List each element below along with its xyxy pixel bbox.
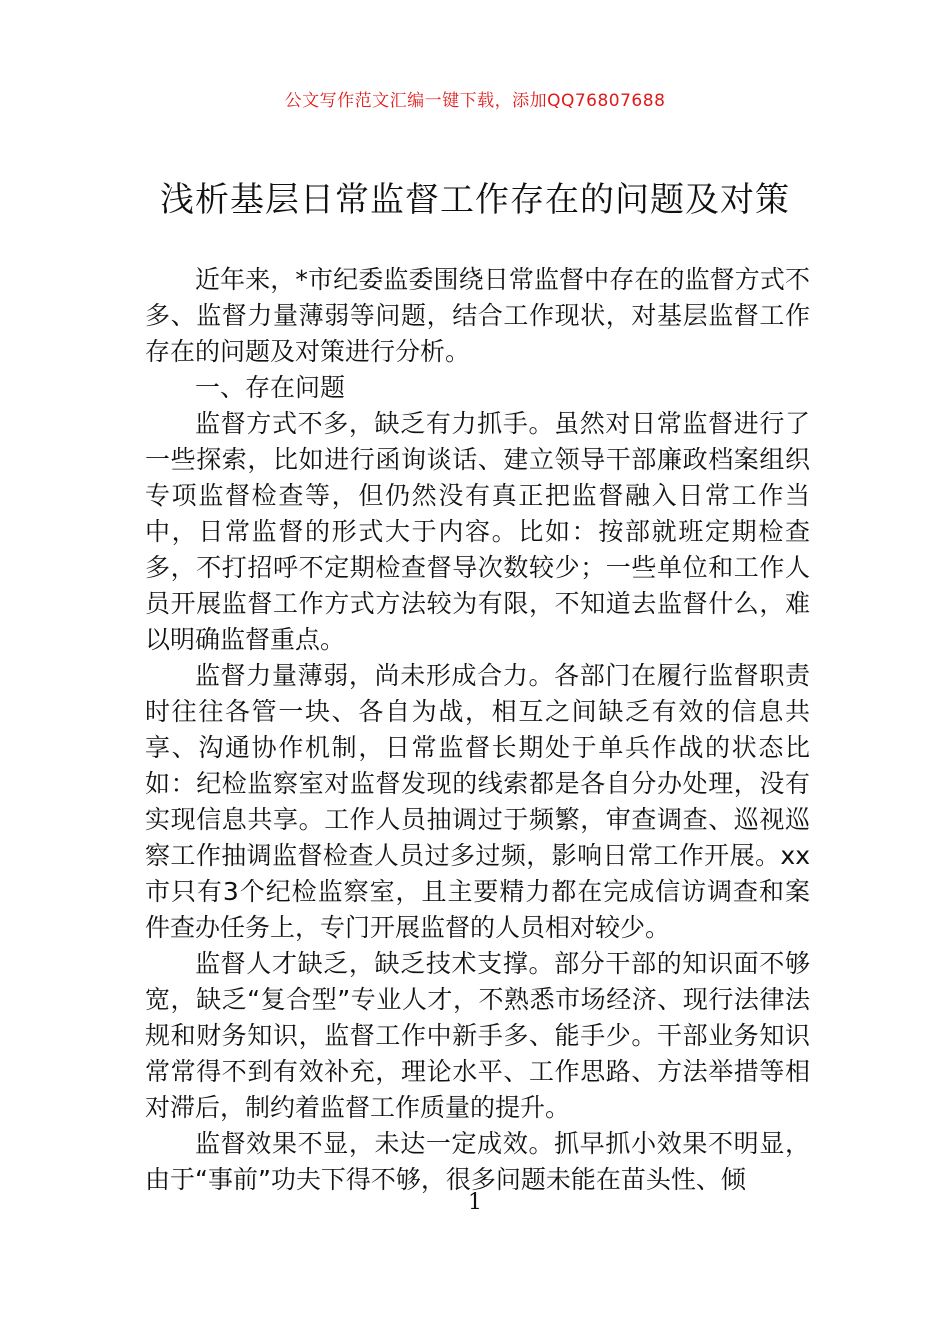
section-heading: 一、存在问题 bbox=[195, 373, 346, 402]
paragraph-supervision-strength: 监督力量薄弱，尚未形成合力。各部门在履行监督职责时往往各管一块、各自为战，相互之间缺乏有效的信息共享、沟通协作机制，日常监督长期处于单兵作战的状态比如：纪检监察室对监督发现的线索都是各自分办处理，没有实现信息共享。工作人员抽调过于频繁，审查调查、巡视巡察工作抽调监督检查人员过多过频，影响日常工作开展。xx市只有3个纪检监察室，且主要精力都在完成信访调查和案件查办任务上，专门开展监督的人员相对较少。 bbox=[145, 661, 810, 942]
paragraph-supervision-methods: 监督方式不多，缺乏有力抓手。虽然对日常监督进行了一些探索，比如进行函询谈话、建立领导干部廉政档案组织专项监督检查等，但仍然没有真正把监督融入日常工作当中，日常监督的形式大于内容。比如：按部就班定期检查多，不打招呼不定期检查督导次数较少；一些单位和工作人员开展监督工作方式方法较为有限，不知道去监督什么，难以明确监督重点。 bbox=[145, 409, 810, 654]
download-banner: 公文写作范文汇编一键下载，添加QQ76807688 bbox=[284, 91, 666, 111]
paragraph-intro: 近年来，*市纪委监委围绕日常监督中存在的监督方式不多、监督力量薄弱等问题，结合工作现状，对基层监督工作存在的问题及对策进行分析。 bbox=[145, 265, 810, 366]
paragraph-supervision-talent: 监督人才缺乏，缺乏技术支撑。部分干部的知识面不够宽，缺乏“复合型”专业人才，不熟悉市场经济、现行法律法规和财务知识，监督工作中新手多、能手少。干部业务知识常常得不到有效补充，理论水平、工作思路、方法举措等相对滞后，制约着监督工作质量的提升。 bbox=[145, 949, 810, 1122]
document-body bbox=[145, 262, 810, 1198]
paragraph-supervision-effect: 监督效果不显，未达一定成效。抓早抓小效果不明显，由于“事前”功夫下得不够，很多问题未能在苗头性、倾 bbox=[145, 1129, 810, 1194]
document-title: 浅析基层日常监督工作存在的问题及对策 bbox=[160, 180, 790, 220]
page-number: 1 bbox=[468, 1190, 482, 1215]
